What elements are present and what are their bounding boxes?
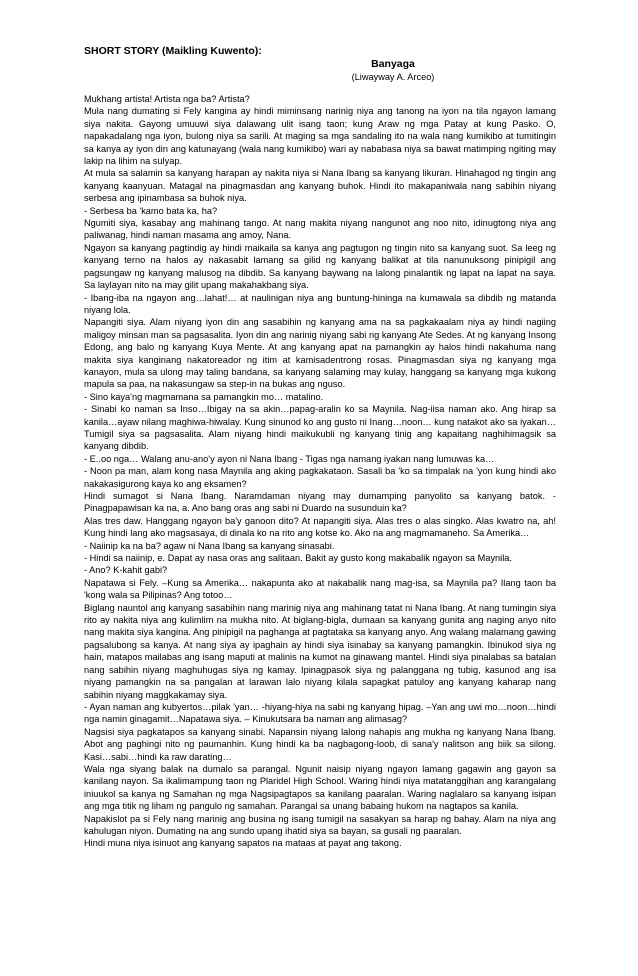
paragraph: Ngayon sa kanyang pagtindig ay hindi maikaila sa kanya ang pagtugon ng tingin nito sa kanyang suot. Sa leeg ng kanyang terno na halos ay nakasabit lamang sa gilid ng kanyang balikat at tila nanunuksong pinipigil ang pagsungaw ng kanyang malusog na dibdib. Sa kanyang baywang na lalong pinalantik ng lapat na lapat na saya. Sa laylayan nito na may gilit upang makahakbang siya.: [84, 242, 556, 291]
paragraph: Ngumiti siya, kasabay ang mahinang tango. At nang makita niyang nangunot ang noo nito, idinugtong niya ang paliwanag, hindi naman masama ang amoy, Nana.: [84, 218, 556, 241]
paragraph: Biglang nauntol ang kanyang sasabihin nang marinig niya ang mahinang tatat ni Nana Ibang. At nang tumingin siya rito ay nakita niya ang kulimlim na mukha nito. At biglang-bigla, dumaan sa kanyang gunita ang naging anyo nito nang makita siya kangina. Ang pinipigil na paghanga at pagtataka sa kanyang anyo. Ang walang malamang gawing pagsalubong sa kanya. At nang siya ay ipaghain ay hindi siya isinabay sa kanyang pamangkin. Ibinukod siya ng hain, matapos mailabas ang isang maputi at malinis na kumot na ginawang mantel. Hindi siya pinalabas sa batalan nang sabihin niyang maghuhugas siya ng kamay. Ipinagpasok siya ng palanggana ng tubig, kasunod ang isa niyang pamangkin na sa pangalan at larawan lalo niyang kilala sapagkat patuloy ang kanyang kaharap nang sabihin niyang maggkakamay siya.: [84, 602, 556, 700]
paragraph: - Ayan naman ang kubyertos…pilak 'yan… -hiyang-hiya na sabi ng kanyang hipag. –Yan ang uwi mo…noon…hindi nga namin ginagamit…Napatawa siya. – Kinukutsara ba naman ang alimasag?: [84, 701, 556, 725]
paragraph: Napakislot pa si Fely nang marinig ang businа ng isang tumigil na sasakyan sa harap ng bahay. Alam na niya ang kahulugan niyon. Dumating na ang sundo upang ihatid siya sa bayan, sa gusali ng paaralan.: [84, 813, 556, 836]
paragraph: Alas tres daw. Hanggang ngayon ba'y ganoon dito? At napangiti siya. Alas tres o alas singko. Alas kwatro na, ah! Kung hindi lang ako magsasaya, di dinala ko na rito ang kotse ko. Ako na ang magmamaneho. Sa Amerika…: [84, 515, 556, 539]
paragraph: Napatawa si Fely. –Kung sa Amerika… nakapunta ako at nakabalik nang mag-isa, sa Maynila pa? Ilang taon ba 'kong wala sa Pilipinas? Ang totoo…: [84, 577, 556, 601]
story-author: (Liwayway A. Arceo): [351, 72, 435, 82]
document-page: [84, 45, 556, 850]
paragraph: Mukhang artista! Artista nga ba? Artista?: [84, 94, 250, 104]
story-body: [84, 93, 556, 850]
story-title: Banyaga: [371, 58, 415, 70]
paragraph: - Naiinip ka na ba? agaw ni Nana Ibang sa kanyang sinasabi.: [84, 540, 335, 551]
paragraph: Hindi sumagot si Nana Ibang. Naramdaman niyang may dumamping panyolito sa kanyang batok. - Pinagpapawisan ka na, a. Ano bang oras ang sabi ni Duardo na susunduin ka?: [84, 491, 556, 514]
paragraph: Hindi muna niya isinuot ang kanyang sapatos na mataas at payat ang takong.: [84, 838, 402, 849]
paragraph: - Ano? K-kahit gabi?: [84, 565, 168, 576]
paragraph: Nagsisi siya pagkatapos sa kanyang sinabi. Napansin niyang lalong nahapis ang mukha ng kanyang Nana Ibang. Abot ang paghingi nito ng paumanhin. Kung hindi ka ba nagbagong-loob, di sana'y nalitson ang biik sa silong. Kasi…sabi…hindi ka raw darating…: [84, 726, 556, 762]
paragraph: - Sinabi ko naman sa Inso…Ibigay na sa akin…papag-aralin ko sa Maynila. Nag-iisa naman ako. Ang hirap sa kanila…ayaw nilang maghiwa-hiwalay. Kung sinunod ko ang gusto ni Inang…noon… kung natakot ako sa iyakan…Tumigil siya sa pagsasalita. Alam niyang hindi maikukubli ng kanyang tinig ang kapaitang naghihimagsik sa kanyang dibdib.: [84, 404, 556, 452]
paragraph: Wala nga siyang balak na dumalo sa parangal. Ngunit naisip niyang ngayon lamang gagawin ang gayon sa kanilang nayon. Sa ikalimampung taon ng Plaridel High School. Waring hindi niya matatanggihan ang karangalang iniuukol sa kanya ng Samahan ng mga Nagsipagtapos sa kanilang paaralan. Waring naglalaro sa kanyang isipan ang mga titik ng liham ng pangulo ng samahan. Parangal sa unang babaing hukom na nagtapos sa kanila.: [84, 763, 556, 812]
paragraph: - Hindi sa naiinip, e. Dapat ay nasa oras ang salitaan. Bakit ay gusto kong makabalik ngayon sa Maynila.: [84, 553, 513, 564]
paragraph: - E..oo nga… Walang anu-ano'y ayon ni Nana Ibang - Tigas nga namang iyakan nang lumuwas ka…: [84, 453, 495, 464]
paragraph: Napangiti siya. Alam niyang iyon din ang sasabihin ng kanyang ama na sa pagkakaalam niya ay hindi nagiing maligoy minsan man sa pagsasalita. Iyon din ang narinig niyang sabi ng kanyang Ate Sedes. At ng kanyang Insong Edong, ang balo ng kanyang Kuya Mente. At ang kanyang apat na pamangkin ay halos hindi nakahuma nang makita siya kanginang nakatoreador ng itim at kamisadentrong rosas. Pinagmasdan siya ng kanyang mga kanayon, mula sa ulong may taling bandana, sa kanyang salaming may kulay, hanggang sa kanyang mga kukong mapula sa paa, na nakasungaw sa step-in na bukas ang nguso.: [84, 317, 556, 390]
paragraph: - Noon pa man, alam kong nasa Maynila ang aking pagkakataon. Sasali ba 'ko sa timpalak na 'yon kung hindi ako nakakasigurong kaya ko ang eksamen?: [84, 466, 556, 489]
paragraph: At mula sa salamin sa kanyang harapan ay nakita niya si Nana Ibang sa kanyang likuran. Hinahagod ng tingin ang kanyang kaanyuan. Matagal na pinagmasdan ang kanyang buhok. Hindi ito makapaniwala nang sabihin niyang serbesa ang ipinambasa sa buhok niya.: [84, 168, 556, 204]
paragraph: - Serbesa ba 'kamo bata ka, ha?: [84, 205, 218, 216]
paragraph: - Sino kaya'ng magmamana sa pamangkin mo… matalino.: [84, 391, 324, 402]
paragraph: Mula nang dumating si Fely kangina ay hindi miminsang narinig niya ang tanong na iyon na tila ngayon lamang siya nakita. Gayong umuuwi siya dalawang ulit isang taon; kung Araw ng mga Patay at kung Pasko. O, napakadalang nga iyon, bulong niya sa sarili. At maging sa mga sandaling ito na wala nang kumikibo at tumitingin sa kanya ay iyon din ang katunayang (wala nang kumikibo) wari ay nababasa niya sa bawat matimping ngiting may lakip na lihim na sulyap.: [84, 106, 556, 167]
section-heading: SHORT STORY (Maikling Kuwento):: [84, 45, 262, 57]
paragraph: - Ibang-iba na ngayon ang…lahat!… at naulinigan niya ang buntung-hiningа na kumawala sa dibdib ng matanda niyang lola.: [84, 292, 556, 315]
